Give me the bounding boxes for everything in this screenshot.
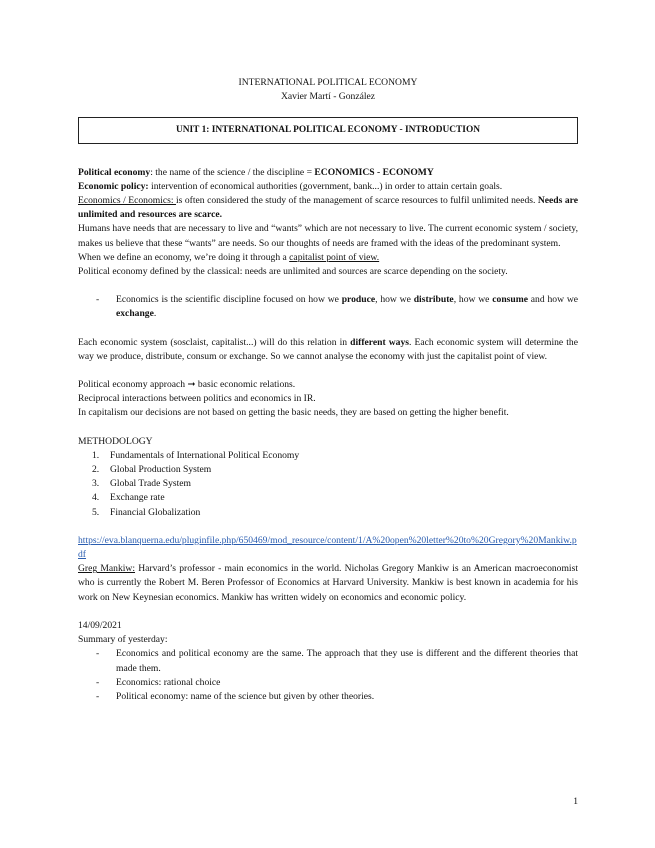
list-item: - Economics: rational choice: [78, 676, 578, 690]
page-number: 1: [573, 796, 578, 807]
capitalism-line: In capitalism our decisions are not based on getting the basic needs, they are based on getting the higher benefit.: [78, 407, 509, 419]
page-content: [78, 76, 578, 704]
economic-policy-definition: Economic policy: intervention of economical authorities (government, bank...) in order to attain certain goals.: [78, 180, 503, 192]
mankiw-name: Greg Mankiw:: [78, 563, 136, 575]
dash-marker: -: [96, 676, 100, 688]
economics-term: Economics / Economics:: [78, 195, 177, 207]
classical-definition-paragraph: Political economy defined by the classical: needs are unlimited and sources are scarce depending on the society.: [78, 266, 508, 278]
mankiw-paragraph: Greg Mankiw: Harvard’s professor - main economics in the world. Nicholas Gregory Mankiw is an American macroeconomist who is currently the Robert M. Beren Professor of Economics at Harvard University. Mankiw is best known in academia for his work on New Keynesian economics. Mankiw has written widely on economics and economic policy.: [78, 563, 578, 603]
document-header: [78, 76, 578, 104]
course-title: INTERNATIONAL POLITICAL ECONOMY: [238, 77, 418, 88]
economic-systems-paragraph: Each economic system (sosclaist, capitalist...) will do this relation in different ways. Each economic system will determine the way we produce, distribute, consum or exchange. So we cannot analyse the economy with just the capitalist point of view.: [78, 336, 578, 362]
political-economy-term: Political economy: [78, 166, 151, 178]
date-line: 14/09/2021: [78, 619, 122, 631]
dash-marker: -: [96, 690, 100, 702]
list-item: 5. Financial Globalization: [92, 506, 201, 518]
approach-line: Political economy approach ➞ basic economic relations.: [78, 379, 296, 391]
methodology-list: [78, 449, 578, 520]
mankiw-letter-link[interactable]: https://eva.blanquerna.edu/pluginfile.php/650469/mod_resource/content/1/A%20open%20letter%20to%20Gregory%20Mankiw.pdf: [78, 534, 577, 561]
list-item: - Economics and political economy are the same. The approach that they use is different and the different theories that made them.: [96, 648, 578, 674]
summary-list: [78, 647, 578, 704]
humans-needs-paragraph: Humans have needs that are necessary to live and “wants” which are not necessary to live. The current economic system / society, makes us believe that these “wants” are needs. So our thoughts of needs are framed with the ideas of the predominant system.: [78, 223, 578, 249]
reciprocal-line: Reciprocal interactions between politics and economics in IR.: [78, 393, 316, 405]
political-economy-definition: Political economy: the name of the science / the discipline = ECONOMICS - ECONOMY: [78, 166, 434, 178]
dash-marker: -: [96, 294, 100, 306]
list-item: - Economics is the scientific discipline focused on how we produce, how we distribute, how we consume and how we exchange.: [96, 294, 579, 320]
unit-title-box: UNIT 1: INTERNATIONAL POLITICAL ECONOMY - INTRODUCTION: [78, 117, 578, 143]
list-item: 4. Exchange rate: [92, 492, 165, 504]
summary-heading: Summary of yesterday:: [78, 634, 168, 646]
dash-marker: -: [96, 648, 100, 660]
economics-bullet-list: [78, 293, 578, 321]
capitalist-point-of-view: capitalist point of view.: [289, 251, 380, 263]
list-item: 2. Global Production System: [92, 464, 212, 476]
author-name: Xavier Martí - González: [280, 91, 376, 103]
define-economy-paragraph: When we define an economy, we’re doing it through a capitalist point of view.: [78, 251, 380, 263]
economic-policy-term: Economic policy:: [78, 180, 149, 192]
methodology-heading: METHODOLOGY: [78, 435, 153, 447]
list-item: - Political economy: name of the science but given by other theories.: [78, 690, 578, 704]
economics-definition: Economics / Economics: is often considered the study of the management of scarce resources to fulfil unlimited needs. Needs are unlimited and resources are scarce.: [78, 195, 578, 221]
list-item: 3. Global Trade System: [92, 478, 192, 490]
list-item: 1. Fundamentals of International Political Economy: [92, 449, 300, 461]
